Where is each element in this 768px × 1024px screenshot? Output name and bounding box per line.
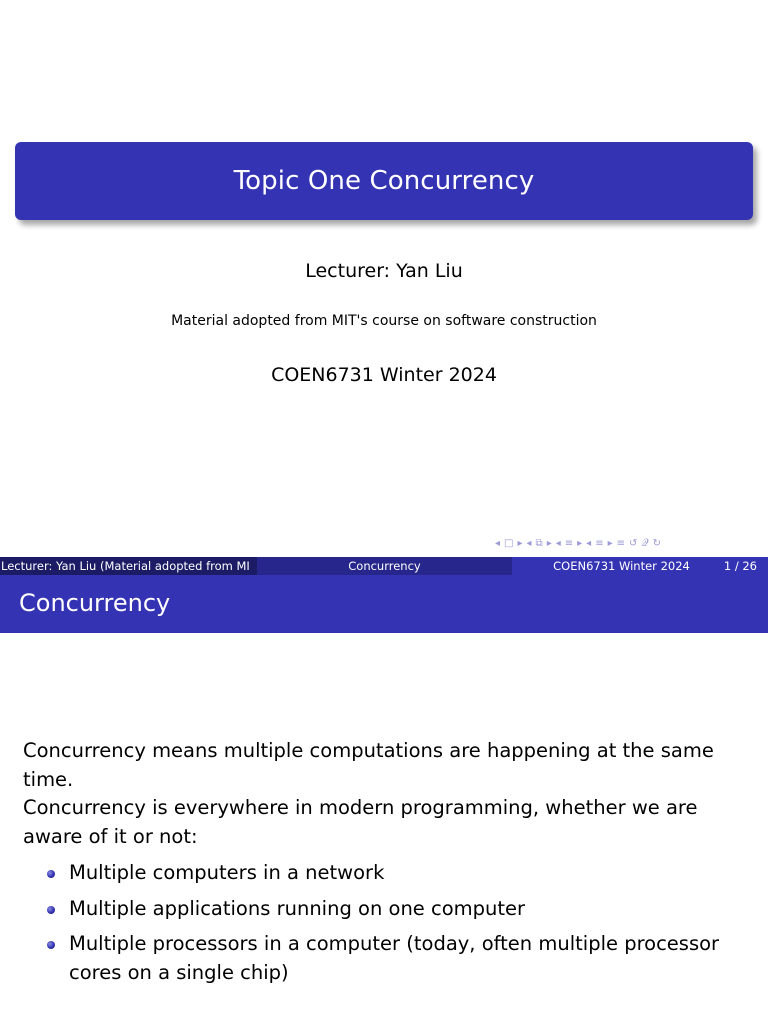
nav-subsection-icon[interactable]: ⧉ (535, 538, 543, 549)
body-paragraph: Concurrency means multiple computations are happening at the same time. (23, 739, 714, 791)
nav-section-icon[interactable]: ≡ (595, 538, 604, 549)
title-box (15, 142, 753, 220)
list-item-text: Multiple applications running on one computer (69, 896, 526, 920)
list-item (23, 930, 753, 987)
bullet-icon (47, 870, 55, 878)
footer-right (512, 557, 768, 575)
nav-prev-icon[interactable]: ◂ (586, 538, 592, 549)
slide-title: Topic One Concurrency (233, 166, 535, 196)
nav-back-icon[interactable]: ↺ (629, 538, 638, 549)
bullet-icon (47, 906, 55, 914)
nav-align-icon[interactable]: ≡ (616, 538, 626, 549)
list-item-text: Multiple processors in a computer (today, often multiple processor cores on a single chip) (69, 932, 720, 984)
list-item (23, 859, 753, 888)
frame-title-bar (0, 575, 768, 633)
content-slide (0, 575, 768, 1024)
bullet-list (23, 859, 753, 987)
footer-page-number: 1 / 26 (723, 559, 757, 573)
institute-line: Material adopted from MIT's course on software construction (171, 313, 597, 329)
footer-date: COEN6731 Winter 2024 (553, 559, 690, 573)
slide-footer (0, 557, 768, 575)
nav-frame-icon[interactable]: □ (504, 538, 514, 549)
nav-next-icon[interactable]: ▸ (517, 538, 523, 549)
footer-title: Concurrency (257, 557, 513, 575)
nav-next-icon[interactable]: ▸ (546, 538, 552, 549)
slide-body (23, 737, 753, 994)
list-item (23, 895, 753, 924)
nav-search-icon[interactable]: 𝒬 (641, 538, 649, 549)
nav-next-icon[interactable]: ▸ (607, 538, 613, 549)
list-item-text: Multiple computers in a network (69, 861, 385, 884)
frame-title: Concurrency (19, 589, 171, 617)
bullet-icon (47, 941, 55, 949)
footer-author: Lecturer: Yan Liu (Material adopted from MI (0, 557, 257, 575)
nav-next-icon[interactable]: ▸ (577, 538, 583, 549)
nav-forward-icon[interactable]: ↻ (652, 538, 661, 549)
beamer-navigation (494, 538, 662, 549)
nav-prev-icon[interactable]: ◂ (495, 538, 501, 549)
nav-prev-icon[interactable]: ◂ (526, 538, 532, 549)
nav-prev-icon[interactable]: ◂ (555, 538, 561, 549)
date-line: COEN6731 Winter 2024 (271, 364, 497, 386)
nav-section-icon[interactable]: ≡ (564, 538, 574, 549)
author-line: Lecturer: Yan Liu (305, 260, 463, 282)
body-paragraph: Concurrency is everywhere in modern programming, whether we are aware of it or not: (23, 796, 698, 848)
